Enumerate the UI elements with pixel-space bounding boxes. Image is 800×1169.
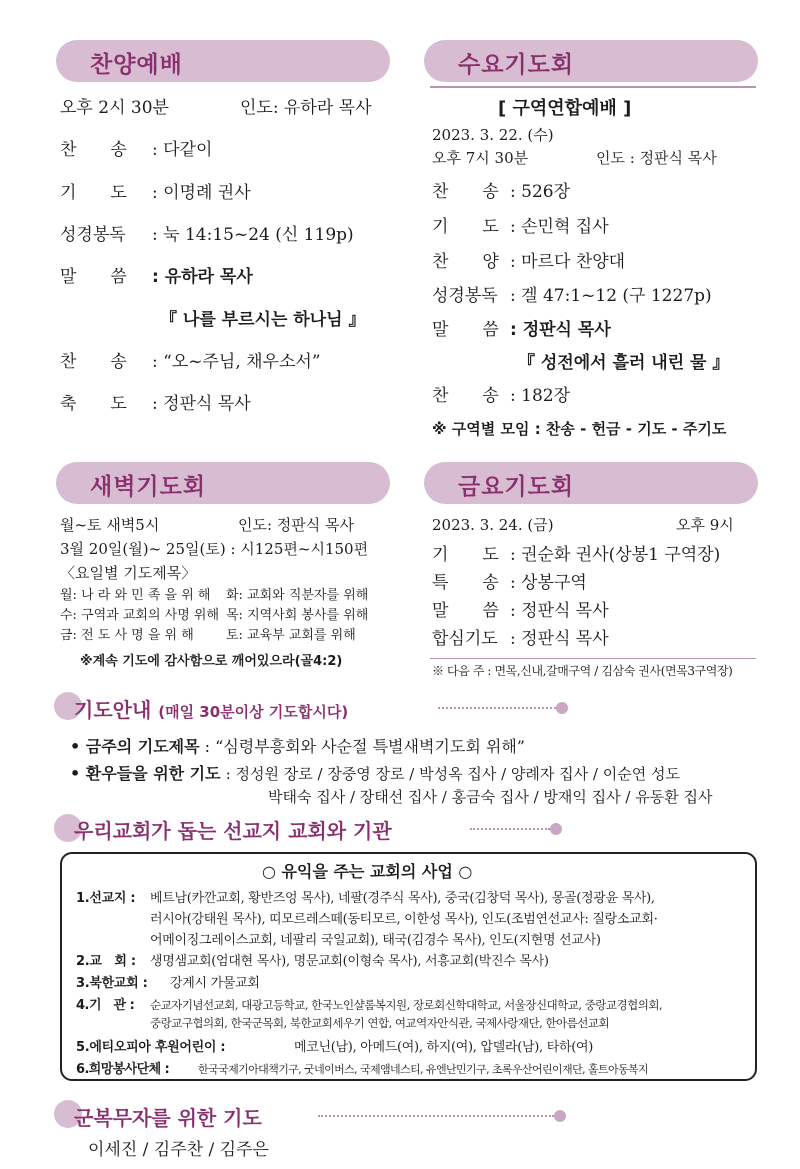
mission-label: 5.에티오피아 후원어린이 : xyxy=(76,1040,226,1055)
prayer-guide-subtitle: (매일 30분이상 기도합시다) xyxy=(158,703,349,721)
row-label: 기 도 xyxy=(432,217,499,237)
row-label: 찬 송 xyxy=(432,182,499,202)
friday-date: 2023. 3. 24. (금) xyxy=(432,516,554,534)
prayer-guide-title: 기도안내 xyxy=(74,698,152,722)
dawn-section-tab xyxy=(56,462,390,504)
topic-left: 월: 나 라 와 민 족 을 위 해 xyxy=(60,588,211,603)
friday-title: 금요기도회 xyxy=(458,474,575,500)
mission-row xyxy=(76,1036,593,1055)
missions-dotted-rule xyxy=(470,828,550,830)
worship-row-scripture xyxy=(60,225,354,245)
wednesday-row-scripture xyxy=(432,286,712,306)
row-value: : 상봉구역 xyxy=(510,573,587,593)
row-value: : 겔 47:1~12 (구 1227p) xyxy=(510,286,712,306)
row-label: 찬 송 xyxy=(432,386,499,406)
row-label: 특 송 xyxy=(432,573,499,593)
worship-row-sermon xyxy=(60,267,253,287)
topic-right: 토: 교육부 교회를 위해 xyxy=(226,628,356,643)
row-label: 말 씀 xyxy=(60,267,127,287)
friday-row-prayer xyxy=(432,545,720,565)
mission-label: 6.희망봉사단체 : xyxy=(76,1062,170,1077)
mission-value: 중랑교구협의회, 한국군목회, 북한교회세우기 연합, 여교역자안식관, 국제사랑재단, 한아름선교회 xyxy=(150,1016,610,1030)
wednesday-sermon-title: 『 성전에서 흘러 내린 물 』 xyxy=(518,353,730,373)
friday-time: 오후 9시 xyxy=(676,516,734,534)
wednesday-row-prayer xyxy=(432,217,609,237)
mission-row xyxy=(150,1015,609,1031)
worship-section-tab xyxy=(56,40,390,82)
row-value: : 정판식 목사 xyxy=(152,394,251,414)
mission-label: 1.선교지 : xyxy=(76,891,136,906)
wednesday-section-tab xyxy=(424,40,758,82)
worship-sermon-title: 『 나를 부르시는 하나님 』 xyxy=(160,310,366,330)
wednesday-row-choir xyxy=(432,252,625,272)
friday-section-tab xyxy=(424,462,758,504)
mission-value: 한국국제기아대책기구, 굿네이버스, 국제앰네스티, 유엔난민기구, 초록우산어린이재단, 홀트아동복지 xyxy=(198,1063,649,1076)
topic-right: 화: 교회와 직분자를 위해 xyxy=(226,588,369,603)
dawn-topic-row xyxy=(60,588,368,604)
wednesday-subtitle: [ 구역연합예배 ] xyxy=(498,98,632,119)
prayer-guide-dotted-rule xyxy=(438,707,556,709)
row-label: 말 씀 xyxy=(432,601,499,621)
wednesday-date: 2023. 3. 22. (수) xyxy=(432,126,554,144)
row-label: 찬 송 xyxy=(60,352,127,372)
dawn-title: 새벽기도회 xyxy=(90,474,207,500)
dawn-verse: ※계속 기도에 감사함으로 깨어있으라(골4:2) xyxy=(80,654,343,669)
worship-leader: 인도: 유하라 목사 xyxy=(240,98,372,118)
prayer-topic-value: : “심령부흥회와 사순절 특별새벽기도회 위해” xyxy=(204,737,525,756)
dawn-topics-title: 〈요일별 기도제목〉 xyxy=(60,564,197,582)
row-label: 축 도 xyxy=(60,394,127,414)
patients-line-2 xyxy=(268,786,712,807)
wednesday-group-note: ※ 구역별 모임 : 찬송 - 헌금 - 기도 - 주기도 xyxy=(432,420,727,438)
missions-title: 우리교회가 돕는 선교지 교회와 기관 xyxy=(74,819,392,843)
mission-label: 4.기 관 : xyxy=(76,998,135,1013)
mission-value: 베트남(카깐교회, 황반즈엉 목사), 네팔(경주식 목사), 중국(김창덕 목사), 몽골(정광윤 목사), xyxy=(150,891,655,906)
mission-row xyxy=(150,929,601,948)
mission-row xyxy=(150,908,658,927)
row-value: : 유하라 목사 xyxy=(152,267,253,287)
row-value: : 182장 xyxy=(510,386,571,406)
row-value: : 마르다 찬양대 xyxy=(510,252,626,272)
wednesday-divider xyxy=(430,86,756,88)
mission-row xyxy=(76,994,662,1013)
topic-right: 목: 지역사회 봉사를 위해 xyxy=(226,608,369,623)
row-label: 기 도 xyxy=(60,183,127,203)
worship-row-benediction xyxy=(60,394,251,414)
row-label: 성경봉독 xyxy=(432,286,498,306)
military-names: 이세진 / 김주찬 / 김주은 xyxy=(88,1140,269,1160)
row-value: : 정판식 목사 xyxy=(510,320,611,340)
prayer-topic-line xyxy=(70,734,525,757)
military-title: 군복무자를 위한 기도 xyxy=(74,1106,262,1130)
wednesday-row-sermon xyxy=(432,320,611,340)
worship-time: 오후 2시 30분 xyxy=(60,98,169,118)
worship-row-hymn xyxy=(60,140,212,160)
row-value: : “오~주님, 채우소서” xyxy=(152,352,321,372)
mission-label: 2.교 회 : xyxy=(76,954,136,969)
wednesday-row-closing-hymn xyxy=(432,386,570,406)
wednesday-row-hymn xyxy=(432,182,570,202)
mission-row xyxy=(76,972,260,991)
dawn-days: 월~토 새벽5시 xyxy=(60,516,160,534)
row-label: 찬 송 xyxy=(60,140,127,160)
wednesday-time: 오후 7시 30분 xyxy=(432,149,529,167)
friday-divider xyxy=(430,658,756,659)
row-label: 성경봉독 xyxy=(60,225,126,245)
dawn-topic-row xyxy=(60,608,368,624)
prayer-topic-label: • 금주의 기도제목 xyxy=(70,737,200,756)
dawn-leader: 인도: 정판식 목사 xyxy=(238,516,355,534)
friday-row-united-prayer xyxy=(432,629,609,649)
mission-value: 생명샘교회(엄대현 목사), 명문교회(이형숙 목사), 서흥교회(박진수 목사) xyxy=(150,954,549,969)
prayer-guide-heading xyxy=(74,694,348,723)
row-label: 합심기도 xyxy=(432,629,498,649)
row-label: 찬 양 xyxy=(432,252,499,272)
topic-left: 금: 전 도 사 명 을 위 해 xyxy=(60,628,194,643)
patients-label: • 환우들을 위한 기도 xyxy=(70,764,221,783)
row-value: : 권순화 권사(상봉1 구역장) xyxy=(510,545,721,565)
row-label: 말 씀 xyxy=(432,320,499,340)
dawn-topic-row xyxy=(60,628,356,644)
row-value: : 정판식 목사 xyxy=(510,629,609,649)
mission-value: 어메이징그레이스교회, 네팔리 국일교회), 태국(김경수 목사), 인도(지현명 선교사) xyxy=(150,933,601,948)
wednesday-title: 수요기도회 xyxy=(458,52,575,78)
topic-left: 수: 구역과 교회의 사명 위해 xyxy=(60,608,220,623)
row-value: : 이명례 권사 xyxy=(152,183,251,203)
patients-names-2: 박태숙 집사 / 장태선 집사 / 홍금숙 집사 / 방재익 집사 / 유동환 집사 xyxy=(268,788,713,806)
mission-value: 순교자기념선교회, 대광고등학교, 한국노인샬롬복지원, 장로회신학대학교, 서울장신대학교, 중랑교경협의회, xyxy=(150,998,663,1012)
wednesday-leader: 인도 : 정판식 목사 xyxy=(596,149,717,167)
prayer-guide-end-dot-icon xyxy=(556,702,568,714)
mission-value: 러시아(강태원 목사), 띠모르레스떼(동티모르, 이한성 목사), 인도(조범연선교사: 질랑소교회· xyxy=(150,912,658,927)
friday-next: ※ 다음 주 : 면목,신내,갈매구역 / 김삼숙 권사(면목3구역장) xyxy=(432,664,733,678)
row-value: : 눅 14:15~24 (신 119p) xyxy=(152,225,354,245)
patients-names-1: : 정성원 장로 / 장중영 장로 / 박성옥 집사 / 양례자 집사 / 이순연 성도 xyxy=(225,765,680,783)
row-value: : 손민혁 집사 xyxy=(510,217,609,237)
row-value: : 526장 xyxy=(510,182,571,202)
mission-row xyxy=(76,950,549,969)
mission-row xyxy=(76,1058,648,1077)
row-value: : 정판식 목사 xyxy=(510,601,609,621)
dawn-period: 3월 20일(월)~ 25일(토) : 시125편~시150편 xyxy=(60,540,369,558)
mission-value: 강계시 가물교회 xyxy=(170,976,260,991)
friday-row-special-song xyxy=(432,573,587,593)
military-end-dot-icon xyxy=(554,1110,566,1122)
row-label: 기 도 xyxy=(432,545,499,565)
mission-label: 3.북한교회 : xyxy=(76,976,148,991)
worship-row-prayer xyxy=(60,183,251,203)
patients-line-1 xyxy=(70,761,680,784)
military-dotted-rule xyxy=(318,1115,554,1117)
worship-title: 찬양예배 xyxy=(90,52,183,78)
friday-row-sermon xyxy=(432,601,609,621)
mission-row xyxy=(76,887,655,906)
row-value: : 다같이 xyxy=(152,140,213,160)
missions-box-title: ○ 유익을 주는 교회의 사업 ○ xyxy=(262,862,473,881)
worship-row-closing-hymn xyxy=(60,352,321,372)
mission-value: 메코닌(남), 아메드(여), 하지(여), 압델라(남), 타하(여) xyxy=(294,1040,594,1055)
missions-end-dot-icon xyxy=(550,823,562,835)
